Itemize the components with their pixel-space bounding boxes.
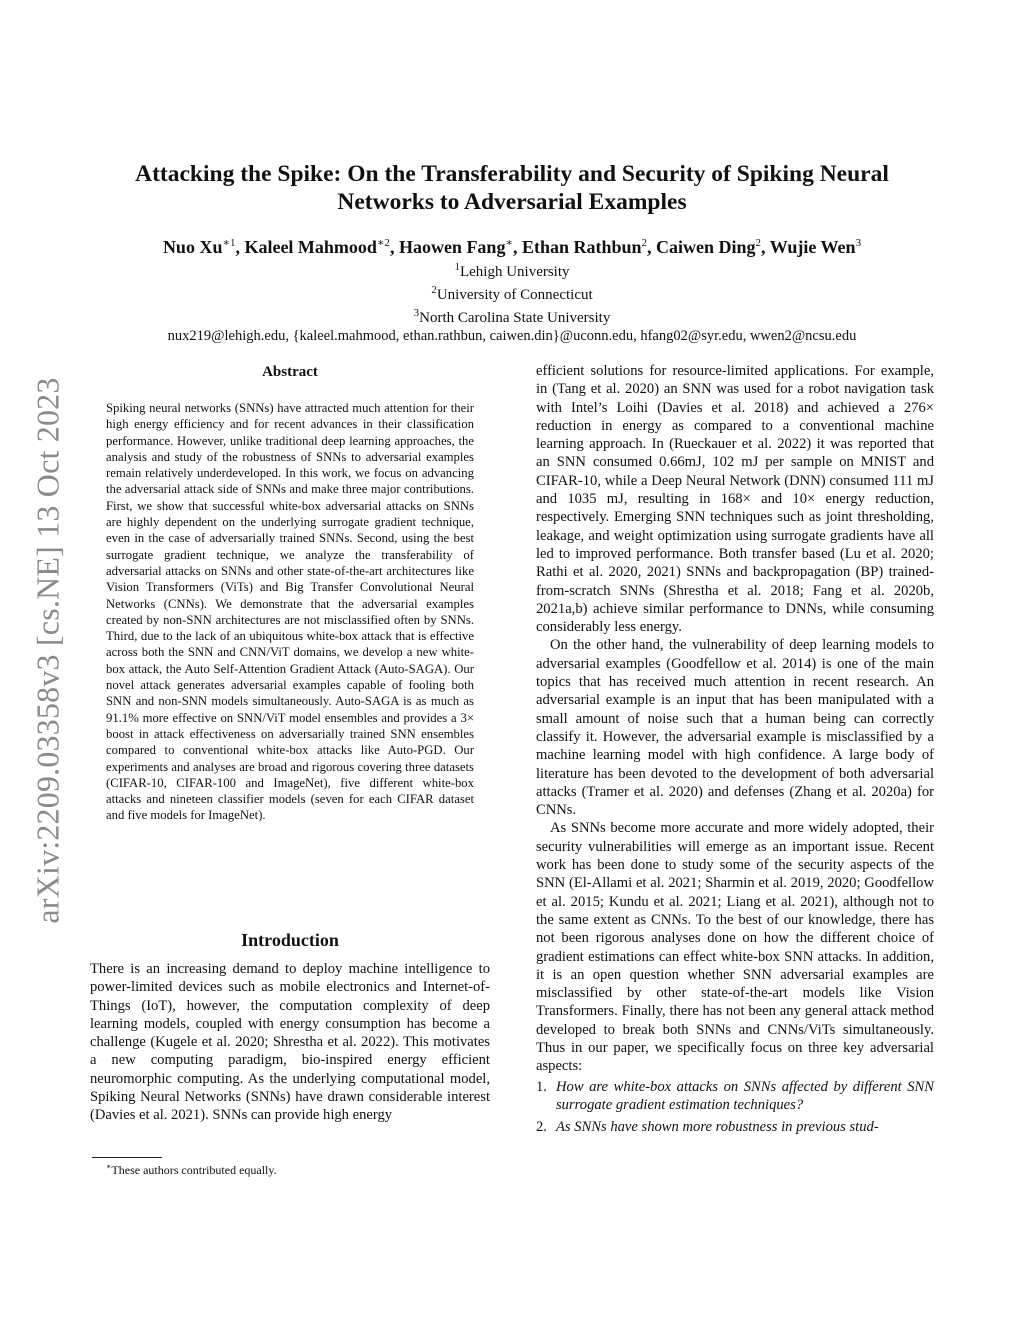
- affiliation-name: University of Connecticut: [436, 287, 593, 303]
- author-list: Nuo $Xu^{∗1}$, Kaleel Mahmood$^{∗2}$, Haowen Fang∗, Ethan Rathbun$^2$, Caiwen Ding$^2$, Wujie Wen$^3$: [162, 237, 862, 257]
- right-column: [536, 362, 934, 1140]
- affiliation-number: 1: [454, 261, 460, 273]
- affiliation: [60, 258, 964, 281]
- author-affil-mark: 2: [755, 237, 762, 249]
- body-paragraph: On the other hand, the vulnerability of deep learning models to adversarial examples (Goodfellow et al. 2014) is one of the main topics that has received much attention in recent research. An adversarial example is an input that has been manipulated with a small amount of noise such that a human being can correctly classify it. However, the adversarial example is misclassified by a machine learning model with high confidence. A large body of literature has been devoted to the development of both adversarial attacks (Tramer et al. 2020) and defenses (Zhang et al. 2020a) for CNNs.: [536, 637, 934, 819]
- author-affil-mark: ∗: [505, 237, 513, 249]
- list-text: As SNNs have shown more robustness in previous stud-: [556, 1119, 879, 1136]
- footnote-rule: [92, 1157, 162, 1158]
- author-name: Haowen Fang: [398, 237, 506, 257]
- question-list: [536, 1078, 934, 1137]
- affiliation-name: North Carolina State University: [419, 310, 611, 326]
- body-paragraph: As SNNs become more accurate and more widely adopted, their security vulnerabilities will emerge as an important issue. Recent work has been done to study some of the security aspects of the SNN (El-Allami et al. 2021; Sharmin et al. 2019, 2020; Goodfellow et al. 2015; Kundu et al. 2021; Liang et al. 2021), although not to the same extent as CNNs. To the best of our knowledge, there has not been rigorous analyses done on how the different choice of gradient estimations can effect white-box SNN attacks. In addition, it is an open question whether SNN adversarial examples are misclassified by other state-of-the-art models like Vision Transformers. Finally, there has not been any general attack method developed to break both SNNs and CNNs/ViTs simultaneously. Thus in our paper, we specifically focus on three key adversarial aspects:: [536, 820, 934, 1075]
- list-item: [536, 1078, 934, 1115]
- footnote-mark: ∗: [106, 1162, 112, 1171]
- affiliation-block: [60, 258, 964, 345]
- author-name: Caiwen Ding: [656, 237, 756, 257]
- affiliation-number: 3: [413, 307, 420, 319]
- arxiv-watermark: [24, 352, 72, 948]
- paper-title: Attacking the Spike: On the Transferability and Security of Spiking Neural Networks to Adversarial Examples: [135, 161, 889, 215]
- author-name: Ethan Rathbun: [521, 237, 642, 257]
- abstract-heading: Abstract: [262, 364, 318, 380]
- abstract-text: Spiking neural networks (SNNs) have attracted much attention for their high energy efficiency and for recent advances in their classification performance. However, unlike traditional deep learning approaches, the analysis and study of the robustness of SNNs to adversarial examples remain relatively underdeveloped. In this work, we focus on advancing the adversarial attack side of SNNs and make three major contributions. First, we show that successful white-box adversarial attacks on SNNs are highly dependent on the underlying surrogate gradient technique, even in the case of adversarially trained SNNs. Second, using the best surrogate gradient technique, we analyze the transferability of adversarial attacks on SNNs and other state-of-the-art architectures like Vision Transformers (ViTs) and Big Transfer Convolutional Neural Networks (CNNs). We demonstrate that the adversarial examples created by non-SNN architectures are not misclassified often by SNNs. Third, due to the lack of an ubiquitous white-box attack that is effective across both the SNN and CNN/ViT domains, we develop a new white-box attack, the Auto Self-Attention Gradient Attack (Auto-SAGA). Our novel attack generates adversarial examples capable of fooling both SNN and non-SNN models simultaneously. Auto-SAGA is as much as 91.1% more effective on SNN/ViT model ensembles and provides a 3× boost in attack effectiveness on adversarially trained SNN ensembles compared to conventional white-box attacks like Auto-PGD. Our experiments and analyses are broad and rigorous covering three datasets (CIFAR-10, CIFAR-100 and ImageNet), five different white-box attacks and nineteen classifier models (seven for each CIFAR dataset and five models for ImageNet).: [106, 401, 474, 823]
- body-paragraph: efficient solutions for resource-limited applications. For example, in (Tang et al. 2020) an SNN was used for a robot navigation task with Intel’s Loihi (Davies et al. 2018) and achieved a 276× reduction in energy as compared to a conventional machine learning approach. In (Rueckauer et al. 2022) it was reported that an SNN consumed 0.66mJ, 102 mJ per sample on MNIST and CIFAR-10, while a Deep Neural Network (DNN) consumed 111 mJ and 1035 mJ, resulting in 168× and 10× energy reduction, respectively. Emerging SNN techniques such as joint thresholding, leakage, and weight optimization using surrogate gradients have all led to improved performance. Both transfer based (Lu et al. 2020; Rathi et al. 2020, 2021) SNNs and backpropagation (BP) trained-from-scratch SNNs (Shrestha et al. 2018; Fang et al. 2020b, 2021a,b) achieve similar performance to DNNs, while consuming considerably less energy.: [536, 363, 934, 636]
- author-name: Wujie Wen: [769, 237, 856, 257]
- author-emails: nux219@lehigh.edu, {kaleel.mahmood, ethan.rathbun, caiwen.din}@uconn.edu, hfang02@syr.edu, wwen2@ncsu.edu: [167, 328, 857, 344]
- footnote-text: These authors contributed equally.: [111, 1163, 277, 1177]
- author-affil-mark: ∗2: [376, 237, 390, 249]
- affiliation-name: Lehigh University: [459, 264, 570, 280]
- affiliation: [60, 281, 964, 304]
- author-name: Nuo Xu: [162, 237, 223, 257]
- arxiv-id: arXiv:2209.03358v3 [cs.NE] 13 Oct 2023: [29, 376, 66, 924]
- list-number: 1.: [536, 1078, 547, 1095]
- affiliation-number: 2: [431, 284, 437, 296]
- author-name: Kaleel Mahmood: [244, 237, 377, 257]
- author-affil-mark: ∗1: [222, 237, 236, 249]
- author-affil-mark: 2: [641, 237, 647, 249]
- list-number: 2.: [536, 1119, 547, 1136]
- list-item: [536, 1118, 934, 1136]
- list-text: How are white-box attacks on SNNs affected by different SNN surrogate gradient estimation techniques?: [556, 1078, 934, 1113]
- affiliation: [60, 304, 964, 327]
- introduction-heading: Introduction: [241, 930, 339, 950]
- introduction-paragraph: There is an increasing demand to deploy machine intelligence to power-limited devices such as mobile electronics and Internet-of-Things (IoT), however, the computation complexity of deep learning models, coupled with energy consumption has become a challenge (Kugele et al. 2020; Shrestha et al. 2022). This motivates a new computing paradigm, bio-inspired energy efficient neuromorphic computing. As the underlying computational model, Spiking Neural Networks (SNNs) have drawn considerable interest (Davies et al. 2021). SNNs can provide high energy: [90, 961, 490, 1124]
- author-affil-mark: 3: [855, 237, 862, 249]
- footnote: [106, 1162, 277, 1178]
